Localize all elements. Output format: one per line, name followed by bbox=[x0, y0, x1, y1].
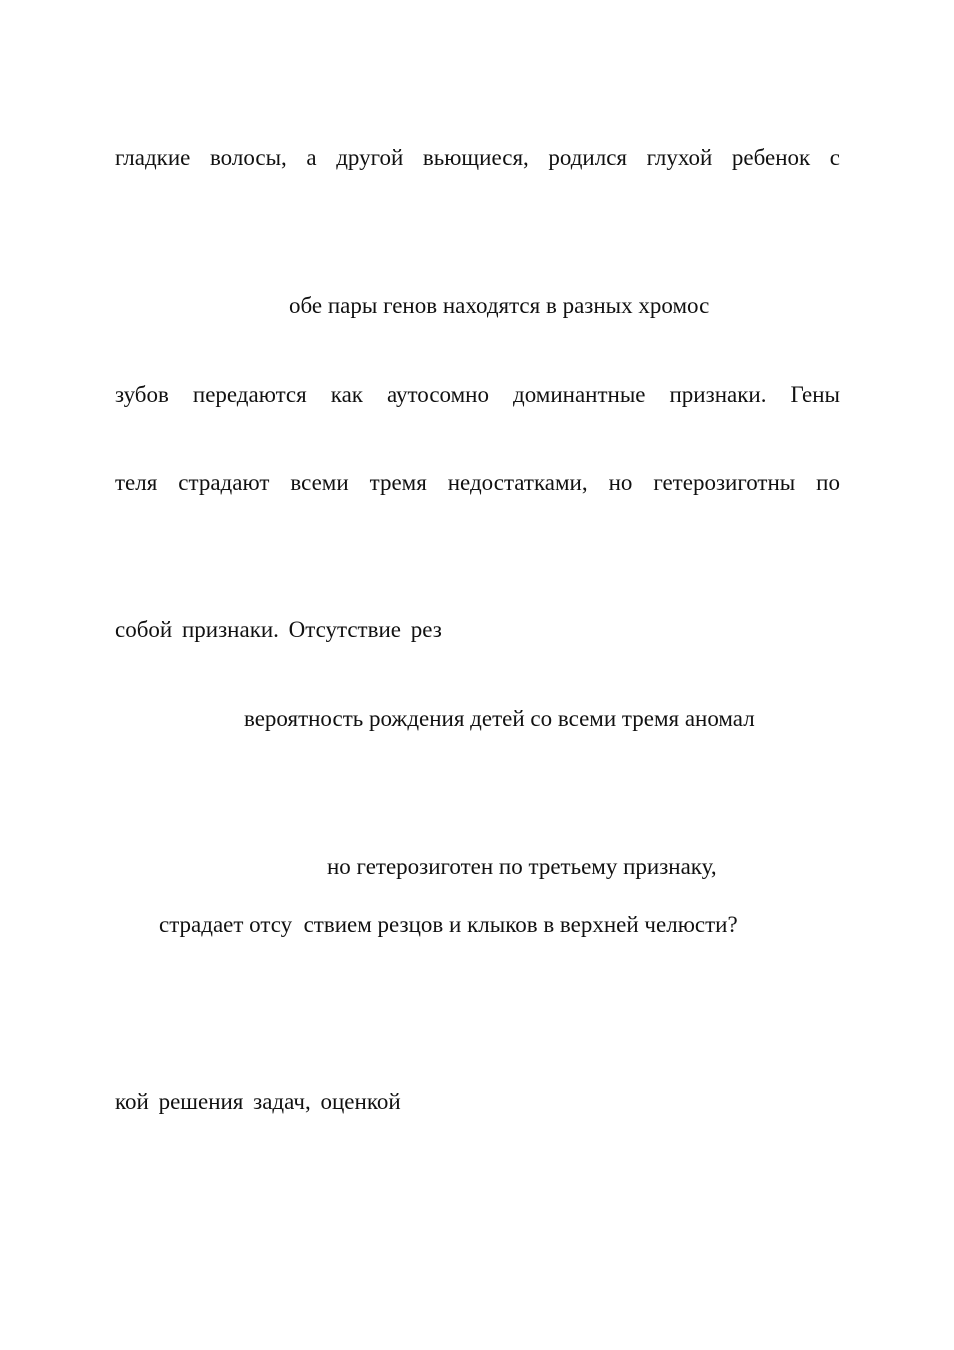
text-line-3: зубов передаются как аутосомно доминантные признаки. Гены bbox=[115, 382, 840, 407]
text-line-4: теля страдают всеми тремя недостатками, но гетерозиготны по bbox=[115, 470, 840, 495]
text-line-1: гладкие волосы, а другой вьющиеся, родился глухой ребенок с bbox=[115, 145, 840, 170]
text-line-6: вероятность рождения детей со всеми тремя аномал bbox=[244, 706, 755, 731]
text-line-7: но гетерозиготен по третьему признаку, bbox=[327, 854, 717, 879]
text-line-9: кой решения задач, оценкой bbox=[115, 1089, 401, 1114]
text-line-5: собой признаки. Отсутствие рез bbox=[115, 617, 442, 642]
text-line-2: обе пары генов находятся в разных хромос bbox=[289, 293, 710, 318]
text-line-8: страдает отсу ствием резцов и клыков в верхней челюсти? bbox=[159, 912, 738, 937]
